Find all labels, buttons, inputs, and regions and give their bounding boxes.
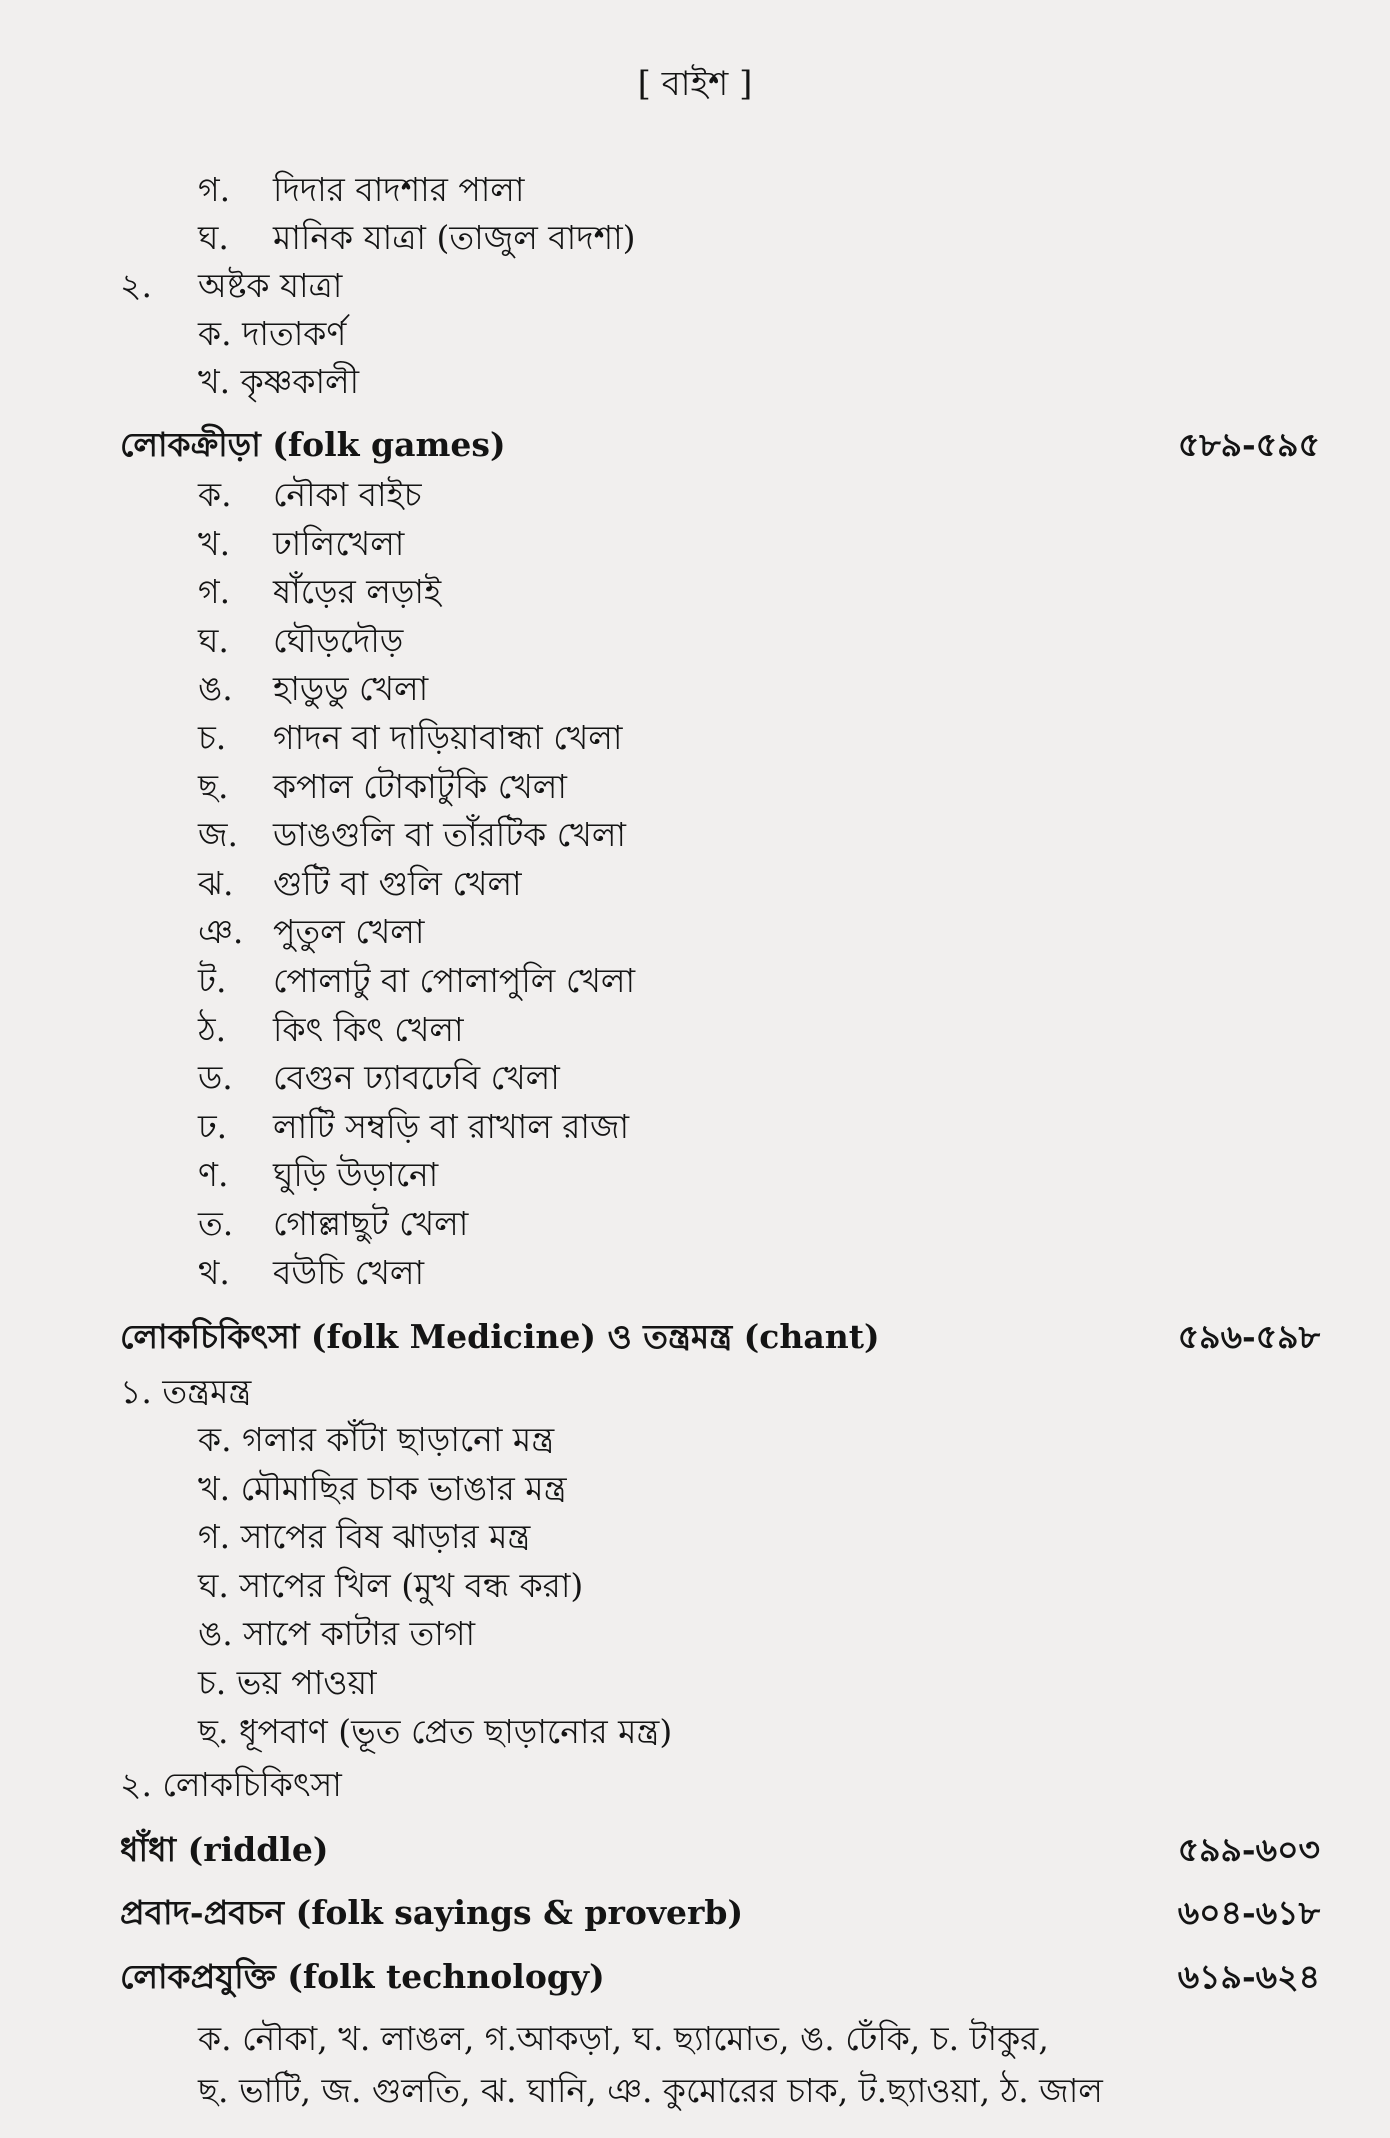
section-heading-medicine — [120, 1317, 1320, 1357]
item-marker: জ. — [198, 815, 239, 855]
list-item: ক. গলার কাঁটা ছাড়ানো মন্ত্র — [198, 1420, 555, 1459]
list-item — [198, 718, 622, 758]
item-marker: ক. — [198, 475, 232, 514]
item-text: গোল্লাছুট খেলা — [273, 1204, 469, 1243]
item-marker: ঘ. — [198, 620, 229, 660]
subsection-title: ১. তন্ত্রমন্ত্র — [120, 1372, 252, 1411]
section-title: লোকক্রীড়া (folk games) — [120, 425, 506, 464]
list-item — [198, 621, 403, 661]
item-marker: গ. — [198, 572, 231, 612]
list-item — [198, 864, 522, 904]
section-heading-technology — [120, 1957, 1320, 1997]
section-title: ধাঁধা (riddle) — [120, 1830, 329, 1869]
section-heading-games — [120, 425, 1320, 465]
list-item: খ. কৃষ্ণকালী — [198, 362, 360, 401]
list-item: ঘ. সাপের খিল (মুখ বন্ধ করা) — [198, 1565, 584, 1605]
list-item — [198, 170, 524, 210]
page-header: [ বাইশ ] — [637, 64, 753, 104]
technology-items-line-2: ছ. ভাটি, জ. গুলতি, ঝ. ঘানি, ঞ. কুমোরের চাক, ট.ছ্যাওয়া, ঠ. জাল — [198, 2071, 1103, 2110]
item-text: লাটি সম্বড়ি বা রাখাল রাজা — [273, 1106, 630, 1146]
item-text: নৌকা বাইচ — [273, 475, 422, 514]
section-title: লোকপ্রযুক্তি (folk technology) — [120, 1957, 605, 1996]
list-item — [198, 669, 428, 709]
list-item: ঙ. সাপে কাটার তাগা — [198, 1614, 476, 1654]
list-item: ক. দাতাকর্ণ — [198, 314, 347, 353]
item-text: বউচি খেলা — [273, 1252, 425, 1292]
item-text: ঢালিখেলা — [273, 523, 405, 563]
page-range: ৫৯৬-৫৯৮ — [1177, 1317, 1320, 1356]
item-text: কপাল টোকাটুকি খেলা — [273, 766, 567, 806]
subsection-title: ২. লোকচিকিৎসা — [120, 1765, 342, 1804]
item-text: বেগুন ঢ্যাবঢেবি খেলা — [273, 1058, 560, 1098]
page-range: ৫৮৯-৫৯৫ — [1177, 425, 1320, 464]
item-marker: গ. — [198, 170, 231, 209]
item-text: গুটি বা গুলি খেলা — [273, 863, 522, 903]
item-marker: চ. — [198, 718, 227, 757]
list-item: খ. মৌমাছির চাক ভাঙার মন্ত্র — [198, 1468, 567, 1508]
item-marker: থ. — [198, 1252, 230, 1292]
item-marker: ণ. — [198, 1155, 229, 1195]
item-text: দিদার বাদশার পালা — [273, 170, 525, 209]
section-title: লোকচিকিৎসা (folk Medicine) ও তন্ত্রমন্ত্র (chant) — [120, 1317, 880, 1356]
page-range: ৫৯৯-৬০৩ — [1177, 1830, 1320, 1869]
list-item — [198, 1107, 629, 1147]
list-item — [198, 218, 636, 258]
list-item: চ. ভয় পাওয়া — [198, 1663, 377, 1702]
item-text: হাডুডু খেলা — [273, 669, 429, 709]
item-number: ২. — [120, 266, 152, 305]
list-item — [198, 1058, 560, 1098]
list-item: গ. সাপের বিষ ঝাড়ার মন্ত্র — [198, 1517, 531, 1557]
item-marker: ঘ. — [198, 218, 229, 257]
list-item — [198, 912, 424, 952]
section-heading-proverb — [120, 1893, 1320, 1933]
item-marker: ঙ. — [198, 669, 233, 709]
page-range: ৬০৪-৬১৮ — [1177, 1893, 1320, 1932]
section-title: প্রবাদ-প্রবচন (folk sayings & proverb) — [120, 1893, 744, 1932]
list-item — [198, 572, 441, 612]
item-text: ষাঁড়ের লড়াই — [273, 572, 442, 612]
item-marker: ঞ. — [198, 912, 244, 952]
list-item — [198, 767, 567, 807]
item-text: ডাঙগুলি বা তাঁরটিক খেলা — [273, 815, 626, 855]
item-text: গাদন বা দাড়িয়াবান্ধা খেলা — [273, 718, 623, 757]
item-marker: ঠ. — [198, 1009, 227, 1049]
item-marker: ড. — [198, 1058, 233, 1098]
item-text: কিৎ কিৎ খেলা — [273, 1009, 464, 1049]
item-marker: ত. — [198, 1204, 234, 1243]
list-item — [198, 524, 404, 564]
item-marker: ট. — [198, 961, 227, 1000]
list-item — [198, 1253, 424, 1293]
item-marker: ছ. — [198, 766, 229, 806]
list-item — [120, 266, 342, 306]
technology-items-line-1: ক. নৌকা, খ. লাঙল, গ.আকড়া, ঘ. ছ্যামোত, ঙ. ঢেঁকি, চ. টাকুর, — [198, 2019, 1049, 2058]
item-text: পোলাটু বা পোলাপুলি খেলা — [273, 961, 636, 1000]
list-item — [198, 815, 626, 855]
item-text: ঘৌড়দৌড় — [273, 620, 404, 660]
list-item — [198, 1010, 464, 1050]
section-heading-riddle — [120, 1830, 1320, 1870]
page-range: ৬১৯-৬২৪ — [1177, 1957, 1320, 1996]
item-text: ঘুড়ি উড়ানো — [273, 1155, 439, 1195]
item-text: পুতুল খেলা — [273, 912, 425, 952]
list-item — [198, 961, 635, 1001]
list-item — [198, 475, 422, 515]
list-item — [198, 1204, 468, 1244]
item-marker: ঝ. — [198, 863, 234, 903]
item-marker: খ. — [198, 523, 231, 563]
item-text: মানিক যাত্রা (তাজুল বাদশা) — [273, 218, 636, 257]
list-item — [198, 1155, 438, 1195]
item-marker: ঢ. — [198, 1106, 228, 1146]
list-item: ছ. ধূপবাণ (ভূত প্রেত ছাড়ানোর মন্ত্র) — [198, 1711, 673, 1751]
item-text: অষ্টক যাত্রা — [198, 266, 343, 305]
